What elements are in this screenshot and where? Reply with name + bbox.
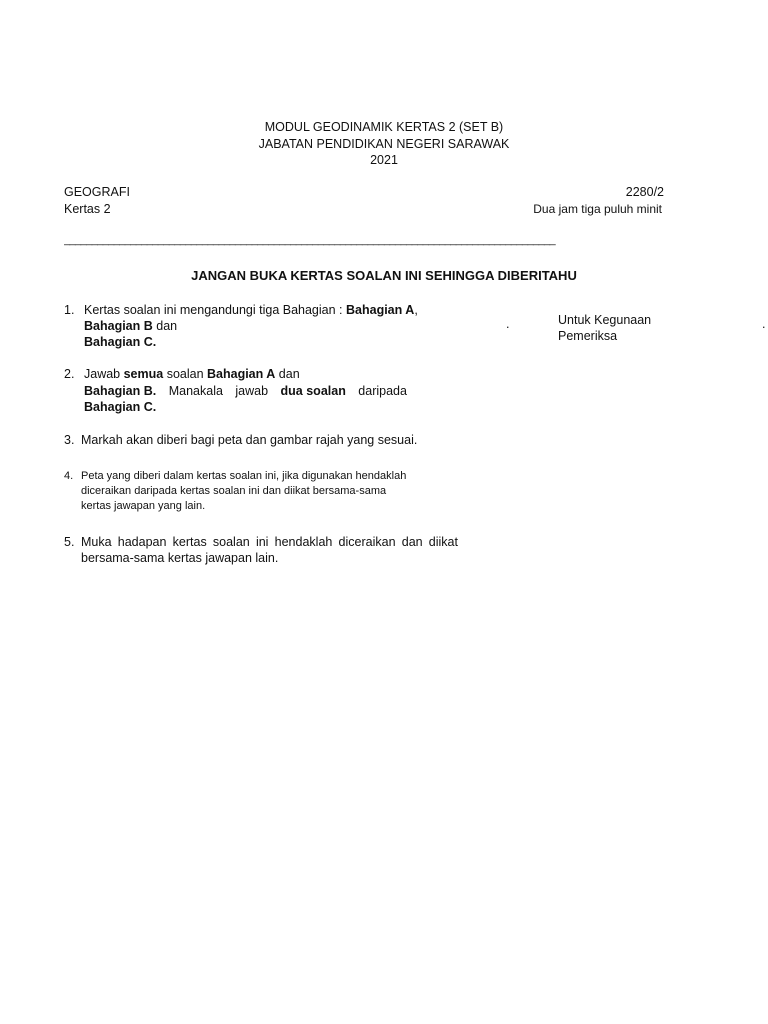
instruction-line	[84, 319, 177, 333]
text-run-bold: Bahagian A	[207, 367, 276, 381]
instruction-line: Markah akan diberi bagi peta dan gambar rajah yang sesuai.	[81, 433, 418, 447]
text-run: daripada	[358, 384, 407, 398]
text-run: ,	[414, 303, 418, 317]
instruction-line: diceraikan daripada kertas soalan ini dan diikat bersama-sama	[81, 485, 387, 497]
text-run-bold: dua soalan	[280, 384, 346, 398]
instruction-number: 4.	[64, 470, 74, 482]
examiner-dot-right: .	[762, 317, 766, 331]
instruction-line: Peta yang diberi dalam kertas soalan ini, jika digunakan hendaklah	[81, 470, 407, 482]
text-run: soalan	[163, 367, 207, 381]
paper-code: 2280/2	[625, 185, 664, 199]
examiner-label-line-1: Untuk Kegunaan	[558, 313, 652, 327]
header-line-2: JABATAN PENDIDIKAN NEGERI SARAWAK	[258, 137, 510, 151]
instruction-number: 5.	[64, 535, 75, 549]
divider-line: _________________________________________________________________________________________	[64, 234, 556, 246]
instruction-line: kertas jawapan yang lain.	[81, 500, 206, 512]
examiner-label-line-2: Pemeriksa	[558, 329, 618, 343]
subject-label: GEOGRAFI	[64, 185, 130, 199]
instruction-line: bersama-sama kertas jawapan lain.	[81, 551, 279, 565]
warning-heading: JANGAN BUKA KERTAS SOALAN INI SEHINGGA DIBERITAHU	[191, 268, 577, 283]
instruction-number: 1.	[64, 303, 75, 317]
text-run: dan	[275, 367, 300, 381]
instruction-line: Bahagian C.	[84, 400, 157, 414]
instruction-line-justified	[84, 384, 407, 398]
examiner-dot-left: .	[506, 317, 510, 331]
instruction-number: 3.	[64, 433, 75, 447]
text-run: Manakala	[168, 384, 223, 398]
text-run-bold: Bahagian B.	[84, 384, 157, 398]
header-line-1: MODUL GEODINAMIK KERTAS 2 (SET B)	[264, 120, 504, 134]
paper-duration: Dua jam tiga puluh minit	[533, 202, 662, 216]
instruction-number: 2.	[64, 367, 75, 381]
text-run: Kertas soalan ini mengandungi tiga Bahagian :	[84, 303, 346, 317]
text-run-bold: Bahagian A	[346, 303, 415, 317]
instruction-line-justified	[81, 535, 458, 549]
text-run-bold: semua	[123, 367, 164, 381]
instruction-line	[84, 367, 300, 381]
instruction-line	[84, 303, 418, 317]
paper-name: Kertas 2	[64, 202, 111, 216]
text-run: Muka hadapan kertas soalan ini hendaklah diceraikan dan diikat	[81, 535, 458, 549]
header-year: 2021	[370, 153, 398, 167]
instruction-line: Bahagian C.	[84, 335, 157, 349]
text-run-bold: Bahagian B	[84, 319, 153, 333]
text-run: dan	[152, 319, 178, 333]
text-run: jawab	[235, 384, 269, 398]
text-run: Jawab	[84, 367, 124, 381]
